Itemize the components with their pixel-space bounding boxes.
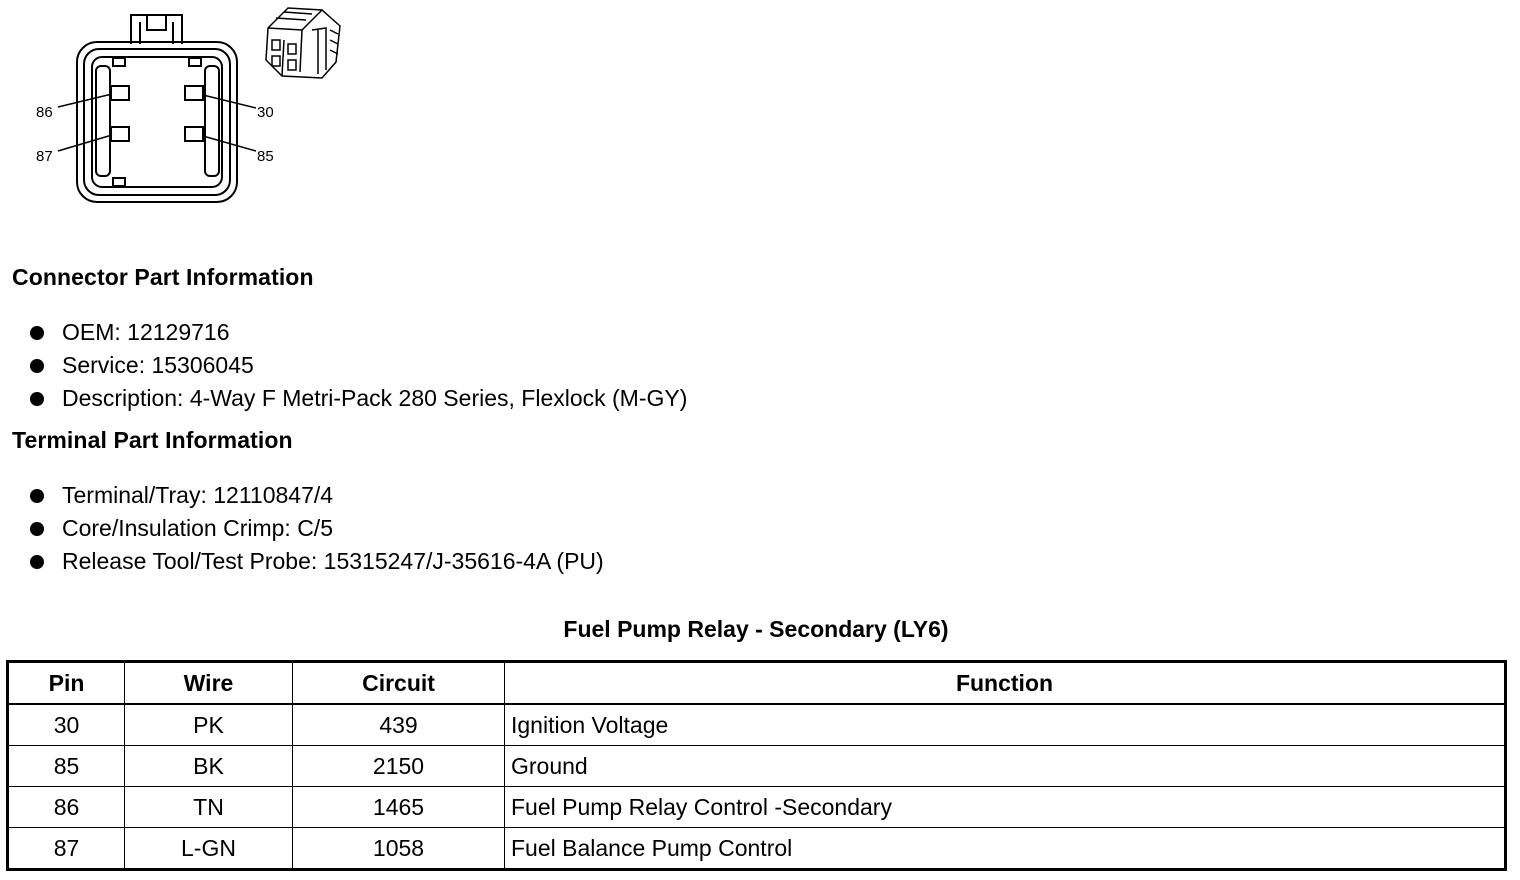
- table-row: [8, 787, 1506, 828]
- list-item: Description: 4-Way F Metri-Pack 280 Series, Flexlock (M-GY): [28, 382, 687, 415]
- terminal-info-title: Terminal Part Information: [12, 427, 293, 453]
- pin-label-30: 30: [257, 104, 274, 121]
- cell-pin: 86: [8, 787, 125, 828]
- cell-wire: L-GN: [125, 828, 293, 870]
- table-header-row: [8, 662, 1506, 705]
- header-circuit: Circuit: [293, 662, 505, 705]
- list-item: Core/Insulation Crimp: C/5: [28, 512, 604, 545]
- cell-wire: TN: [125, 787, 293, 828]
- connector-isometric-illustration: [266, 8, 340, 78]
- cell-pin: 85: [8, 746, 125, 787]
- table-row: [8, 746, 1506, 787]
- cell-function: Ground: [505, 746, 1506, 787]
- cell-wire: BK: [125, 746, 293, 787]
- pin-label-85: 85: [257, 148, 274, 165]
- list-item: OEM: 12129716: [28, 316, 687, 349]
- cavity-85: [185, 127, 203, 141]
- cell-circuit: 1465: [293, 787, 505, 828]
- table-row: [8, 704, 1506, 746]
- header-function: Function: [505, 662, 1506, 705]
- cell-function: Ignition Voltage: [505, 704, 1506, 746]
- pinout-table: [6, 660, 1507, 871]
- cavity-86: [111, 86, 129, 100]
- pin-label-86: 86: [36, 104, 53, 121]
- cavity-30: [185, 86, 203, 100]
- table-row: [8, 828, 1506, 870]
- cell-function: Fuel Pump Relay Control -Secondary: [505, 787, 1506, 828]
- list-item: Service: 15306045: [28, 349, 687, 382]
- cell-wire: PK: [125, 704, 293, 746]
- cell-function: Fuel Balance Pump Control: [505, 828, 1506, 870]
- cell-circuit: 439: [293, 704, 505, 746]
- cell-pin: 30: [8, 704, 125, 746]
- header-wire: Wire: [125, 662, 293, 705]
- list-item: Terminal/Tray: 12110847/4: [28, 479, 604, 512]
- cell-pin: 87: [8, 828, 125, 870]
- pin-label-87: 87: [36, 148, 53, 165]
- cavity-87: [111, 127, 129, 141]
- connector-diagram: [0, 0, 360, 215]
- terminal-info-list: [28, 479, 604, 578]
- connector-info-title: Connector Part Information: [12, 264, 314, 290]
- cell-circuit: 1058: [293, 828, 505, 870]
- list-item: Release Tool/Test Probe: 15315247/J-35616-4A (PU): [28, 545, 604, 578]
- cell-circuit: 2150: [293, 746, 505, 787]
- table-title: Fuel Pump Relay - Secondary (LY6): [563, 616, 949, 642]
- header-pin: Pin: [8, 662, 125, 705]
- connector-info-list: [28, 316, 687, 415]
